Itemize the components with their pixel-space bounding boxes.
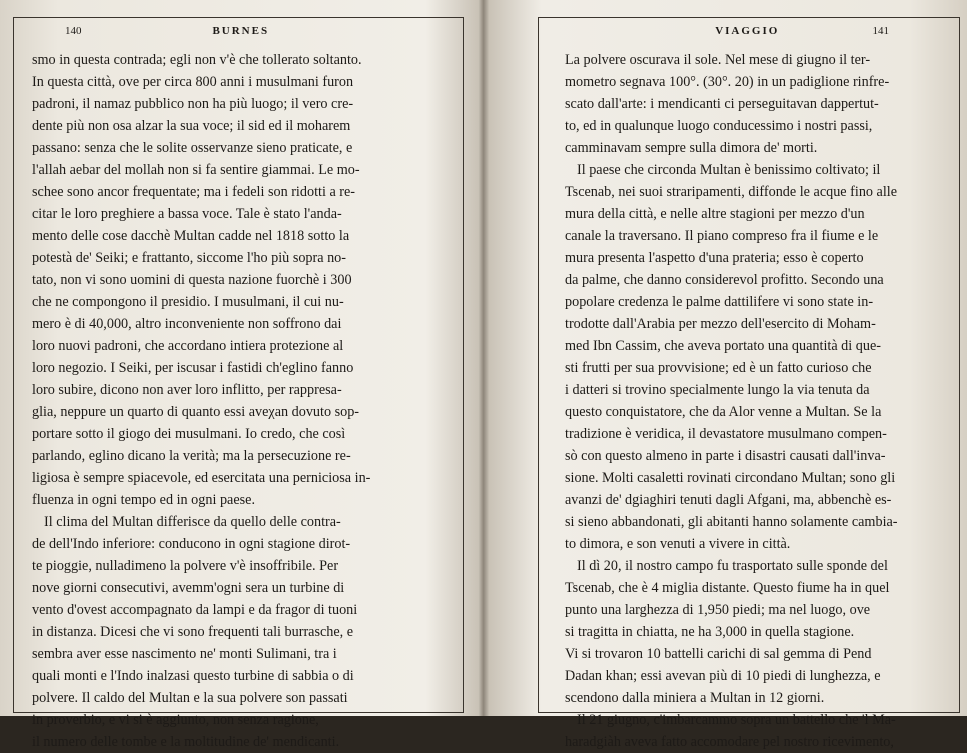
text-line: il numero delle tombe e la moltitudine de' mendicanti. [32,734,340,750]
text-line: haradgiàh aveva fatto accomodare pel nostro ricevimento, [565,734,894,750]
text-line: portare sotto il giogo dei musulmani. Io credo, che così [32,426,346,442]
text-line: glia, neppure un quarto di quanto essi aveχan dovuto sop- [32,404,360,420]
text-line: Il clima del Multan differisce da quello delle contra- [44,514,341,530]
text-line: loro subire, dicono non aver loro inflitto, per rappresa- [32,382,342,398]
text-line: to, ed in qualunque luogo conducessimo i nostri passi, [565,118,873,134]
text-line: de dell'Indo inferiore: conducono in ogni stagione dirot- [32,536,351,552]
text-line: sione. Molti casaletti rovinati circondano Multan; sono gli [565,470,896,486]
page-header [602,22,889,40]
text-line: tato, non vi sono uomini di questa nazione fuorchè i 300 [32,272,352,288]
text-line: mura presenta l'aspetto d'una prateria; esso è coperto [565,250,864,266]
text-line: La polvere oscurava il sole. Nel mese di giugno il ter- [565,52,871,68]
text-line: citar le loro preghiere a bassa voce. Tale è stato l'anda- [32,206,342,222]
text-line: loro nuovi padroni, che accordano intiera protezione al [32,338,344,354]
text-line: fluenza in ogni tempo ed in ogni paese. [32,492,255,508]
text-line: in distanza. Dicesi che vi sono frequenti tali burrasche, e [32,624,354,640]
text-line: Il paese che circonda Multan è benissimo coltivato; il [577,162,881,178]
text-line: Tscenab, che è 4 miglia distante. Questo fiume ha in quel [565,580,890,596]
page-body [32,49,388,753]
text-line: polvere. Il caldo del Multan e la sua polvere son passati [32,690,348,706]
text-line: passano: senza che le solite osservanze sieno praticate, e [32,140,353,156]
text-line: questo conquistatore, che da Alor venne a Multan. Se la [565,404,882,420]
text-line: In questa città, ove per circa 800 anni i musulmani furon [32,74,354,90]
text-line: med Ibn Cassim, che aveva portato una quantità di que- [565,338,881,354]
text-line: sti frutti per sua provvisione; ed è un fatto curioso che [565,360,872,376]
text-line: nove giorni consecutivi, avemm'ogni sera un turbine di [32,580,345,596]
text-line: dente più non osa alzar la sua voce; il sid ed il moharem [32,118,351,134]
text-line: punto una larghezza di 1,950 piedi; ma nel luogo, ove [565,602,871,618]
text-line: Il dì 20, il nostro campo fu trasportato sulle sponde del [577,558,888,574]
page-header [65,22,420,40]
page-number: 141 [872,25,889,37]
text-line: si tragitta in chiatta, ne ha 3,000 in quella stagione. [565,624,855,640]
text-line: in proverbio, e vi si è aggiunto, non senza ragione, [32,712,319,728]
text-line: Dadan khan; essi avevan più di 10 piedi di lunghezza, e [565,668,881,684]
text-line: i datteri si trovino specialmente lungo la via tenuta da [565,382,870,398]
text-line: Il 21 giugno, c'imbarcammo sopra un battello che 'l Ma- [577,712,896,728]
text-line: to dimora, e son venuti a vivere in città. [565,536,791,552]
text-line: scato dall'arte: i mendicanti ci perseguitavan dappertut- [565,96,879,112]
page-number: 140 [65,25,82,37]
page-body [565,49,920,753]
text-line: l'allah aebar del mollah non si fa sentire giammai. Le mo- [32,162,360,178]
text-line: loro negozio. I Seiki, per iscusar i fastidi ch'eglino fanno [32,360,354,376]
text-line: smo in questa contrada; egli non v'è che tollerato soltanto. [32,52,362,68]
text-line: mento delle cose dacchè Multan cadde nel 1818 sotto la [32,228,350,244]
text-line: popolare credenza le palme dattilifere vi sono state in- [565,294,874,310]
text-line: padroni, il namaz pubblico non ha più luogo; il vero cre- [32,96,354,112]
text-line: scendono dalla miniera a Multan in 12 giorni. [565,690,825,706]
text-line: parlando, eglino dicano la verità; ma la persecuzione re- [32,448,351,464]
left-page [0,0,475,750]
text-line: mometro segnava 100°. (30°. 20) in un padiglione rinfre- [565,74,890,90]
text-line: da palme, che danno considerevol profitto. Secondo una [565,272,884,288]
running-head: VIAGGIO [715,25,780,37]
text-line: sembra aver esse nascimento ne' monti Sulimani, tra i [32,646,337,662]
text-line: te pioggie, nulladimeno la polvere v'è insoffribile. Per [32,558,339,574]
text-line: camminavam sempre sulla dimora de' morti. [565,140,818,156]
text-line: vento d'ovest accompagnato da lampi e da fragor di tuoni [32,602,358,618]
text-line: tradizione è veridica, il devastatore musulmano compen- [565,426,887,442]
text-line: mura della città, e nelle altre stagioni per mezzo d'un [565,206,865,222]
text-line: Tscenab, nei suoi straripamenti, diffonde le acque fino alle [565,184,898,200]
text-line: potestà de' Seiki; e frattanto, siccome l'ho più sopra no- [32,250,347,266]
text-line: mero è di 40,000, altro inconveniente non soffrono dai [32,316,342,332]
running-head: BURNES [212,25,270,37]
text-line: che ne compongono il presidio. I musulmani, il cui nu- [32,294,344,310]
text-line: avanzi de' dgiaghiri tenuti dagli Afgani, ma, abbenchè es- [565,492,892,508]
text-line: trodotte dall'Arabia per mezzo dell'esercito di Moham- [565,316,876,332]
text-line: sò con questo almeno in parte i disastri causati dall'inva- [565,448,886,464]
text-line: si sieno abbandonati, gli abitanti hanno solamente cambia- [565,514,898,530]
text-line: Vi si trovaron 10 battelli carichi di sal gemma di Pend [565,646,872,662]
text-line: ligiosa è sempre spiacevole, ed esercitata una perniciosa in- [32,470,371,486]
text-line: canale la traversano. Il piano compreso fra il fiume e le [565,228,879,244]
right-page [480,0,967,750]
text-line: quali monti e l'Indo inalzasi questo turbine di sabbia o di [32,668,354,684]
text-line: schee sono ancor frequentate; ma i fedeli son ridotti a re- [32,184,356,200]
